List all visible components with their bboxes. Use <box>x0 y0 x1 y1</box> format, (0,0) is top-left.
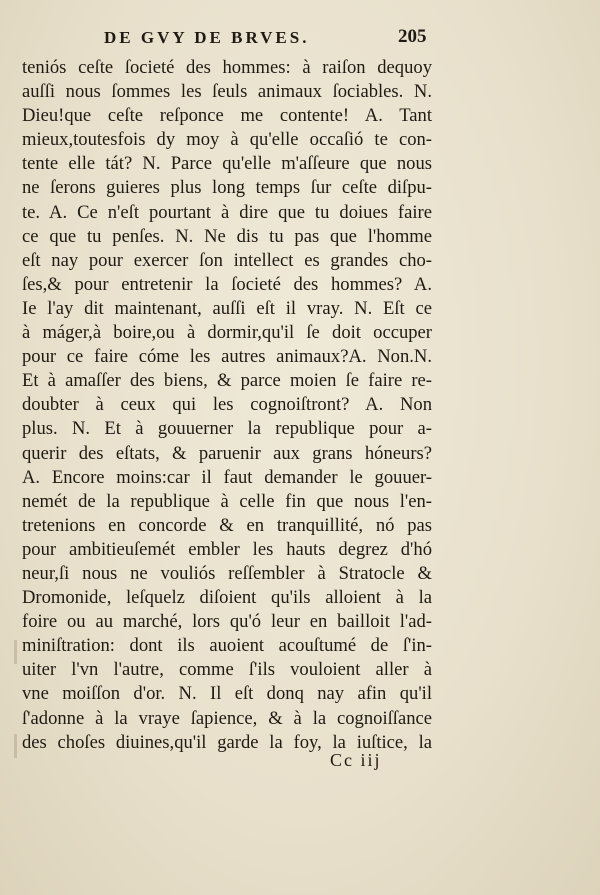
text-line: plus. N. Et à gouuerner la republique pour a- <box>22 418 432 440</box>
margin-stain <box>14 734 17 758</box>
text-line: teniós ceſte ſocieté des hommes: à raiſon dequoy <box>22 57 432 78</box>
margin-stain <box>14 640 17 664</box>
text-line: ſ'adonne à la vraye ſapience, & à la cognoiſſance <box>22 707 432 729</box>
text-line: miniſtration: dont ils auoient acouſtumé de ſ'in- <box>22 635 432 657</box>
text-line: eſt nay pour exercer ſon intellect es grandes cho- <box>22 249 432 271</box>
text-line: des choſes diuines,qu'il garde la foy, la iuſtice, la <box>22 731 432 753</box>
page-number: 205 <box>398 26 427 47</box>
text-line: ne ſerons guieres plus long temps ſur ceſte diſpu- <box>22 177 432 199</box>
text-line: à máger,à boire,ou à dormir,qu'il ſe doit occuper <box>22 322 432 344</box>
text-line: pour ce faire cóme les autres animaux?A. Non.N. <box>22 346 432 368</box>
text-line: doubter à ceux qui les cognoiſtront? A. Non <box>22 394 432 416</box>
text-line: neur,ſi nous ne vouliós reſſembler à Stratocle & <box>22 562 432 584</box>
text-line: vne moiſſon d'or. N. Il eſt donq nay afin qu'il <box>22 683 432 705</box>
text-line: tretenions en concorde & en tranquillité, nó pas <box>22 514 432 536</box>
text-line: mieux,toutesfois dy moy à qu'elle occaſió te con- <box>22 129 432 151</box>
text-line: ſes,& pour entretenir la ſocieté des hommes? A. <box>22 273 432 295</box>
text-line: nemét de la republique à celle fin que nous l'en- <box>22 490 432 512</box>
signature-mark: Cc iij <box>330 750 382 770</box>
text-line: querir des eſtats, & paruenir aux grans hóneurs? <box>22 442 432 464</box>
text-line: Dieu!que ceſte reſponce me contente! A. Tant <box>22 105 432 127</box>
text-line: auſſi nous ſommes les ſeuls animaux ſociables. N. <box>22 81 432 103</box>
text-line: A. Encore moins:car il faut demander le gouuer- <box>22 466 432 488</box>
body-text <box>22 56 432 755</box>
text-line: Dromonide, leſquelz diſoient qu'ils alloient à la <box>22 587 432 609</box>
text-line: tente elle tát? N. Parce qu'elle m'aſſeure que nous <box>22 153 432 175</box>
text-line: Ie l'ay dit maintenant, auſſi eſt il vray. N. Eſt ce <box>22 297 432 319</box>
text-line: foire ou au marché, lors qu'ó leur en bailloit l'ad- <box>22 611 432 633</box>
text-line: Et à amaſſer des biens, & parce moien ſe faire re- <box>22 370 432 392</box>
text-line: uiter l'vn l'autre, comme ſ'ils vouloient aller à <box>22 659 432 681</box>
running-title: DE GVY DE BRVES. <box>104 28 310 47</box>
text-line: te. A. Ce n'eſt pourtant à dire que tu doiues faire <box>22 201 432 223</box>
text-line: ce que tu penſes. N. Ne dis tu pas que l'homme <box>22 225 432 247</box>
text-line: pour ambitieuſemét embler les hauts degrez d'hó <box>22 538 432 560</box>
